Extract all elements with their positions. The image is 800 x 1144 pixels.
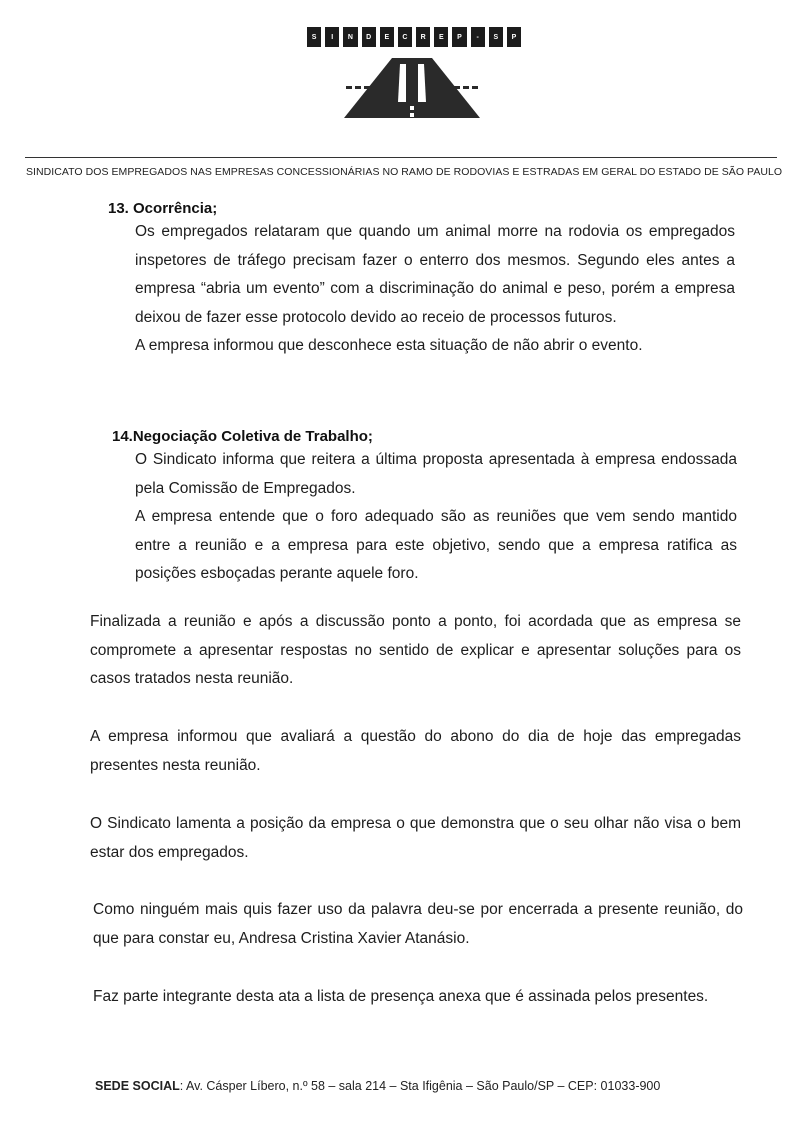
logo-letter: S [489,27,503,47]
logo-letter-boxes [307,27,521,47]
logo-letter: E [434,27,448,47]
section-title: 14.Negociação Coletiva de Trabalho; [112,428,373,445]
logo-letter: I [325,27,339,47]
body-paragraph: Como ninguém mais quis fazer uso da palavra deu-se por encerrada a presente reunião, do que para constar eu, Andresa Cristina Xavier Atanásio. [93,901,743,947]
body-paragraph: A empresa informou que avaliará a questão do abono do dia de hoje das empregadas presentes nesta reunião. [90,728,741,774]
section-paragraph: O Sindicato informa que reitera a última proposta apresentada à empresa endossada pela Comissão de Empregados. [135,451,737,497]
body-paragraph: O Sindicato lamenta a posição da empresa o que demonstra que o seu olhar não visa o bem estar dos empregados. [90,815,741,861]
logo-letter: P [507,27,521,47]
union-name: SINDICATO DOS EMPREGADOS NAS EMPRESAS CONCESSIONÁRIAS NO RAMO DE RODOVIAS E ESTRADAS EM GERAL DO ESTADO DE SÃO PAULO [26,166,783,178]
logo-letter: C [398,27,412,47]
logo-letter: S [307,27,321,47]
footer-label: SEDE SOCIAL [95,1079,180,1093]
section-paragraph: Os empregados relataram que quando um animal morre na rodovia os empregados inspetores de tráfego precisam fazer o enterro dos mesmos. Segundo eles antes a empresa “abria um evento” com a discriminação do animal e peso, porém a empresa deixou de fazer esse protocolo devido ao receio de processos futuros. [135,223,735,326]
logo-letter: R [416,27,430,47]
road-logo-icon [342,58,482,122]
section-paragraph: A empresa entende que o foro adequado são as reuniões que vem sendo mantido entre a reunião e a empresa para este objetivo, sendo que a empresa ratifica as posições esboçadas perante aquele foro. [135,508,737,582]
body-paragraph: Finalizada a reunião e após a discussão ponto a ponto, foi acordada que as empresa se compromete a apresentar respostas no sentido de explicar e apresentar soluções para os casos tratados nesta reunião. [90,613,741,687]
section-title: 13. Ocorrência; [108,200,218,217]
section-paragraph: A empresa informou que desconhece esta situação de não abrir o evento. [135,337,643,354]
logo-letter: D [362,27,376,47]
logo-letter: E [380,27,394,47]
section-body [135,218,735,361]
logo-letter: N [343,27,357,47]
footer-text: : Av. Cásper Líbero, n.º 58 – sala 214 – Sta Ifigênia – São Paulo/SP – CEP: 01033-900 [179,1079,661,1093]
body-paragraph: Faz parte integrante desta ata a lista de presença anexa que é assinada pelos presentes. [93,988,709,1005]
header-divider [25,157,777,158]
logo-letter: - [471,27,485,47]
footer-address [95,1079,660,1093]
section-body [135,446,737,589]
logo-letter: P [452,27,466,47]
